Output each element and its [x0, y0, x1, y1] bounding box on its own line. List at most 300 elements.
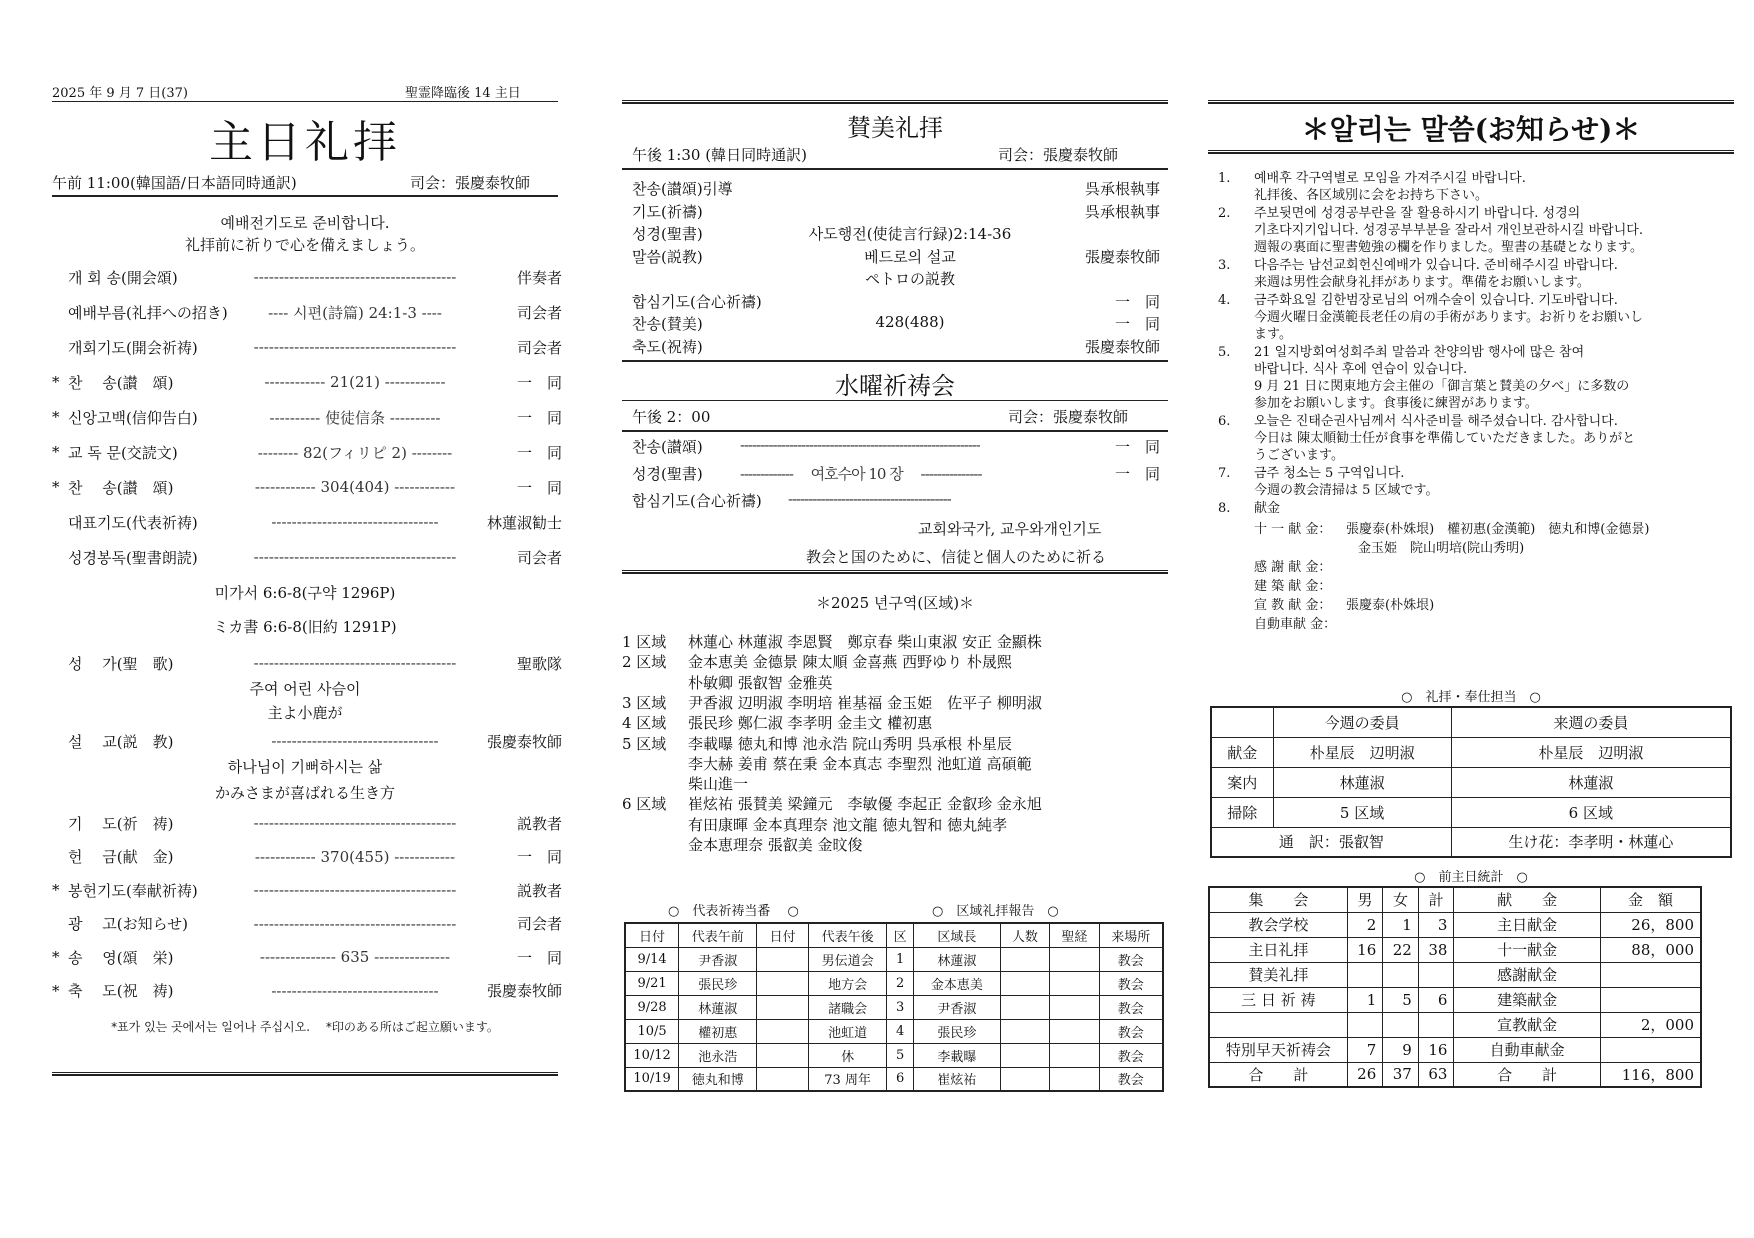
flowers-cell: 生け花：李孝明・林蓮心 — [1451, 827, 1731, 857]
duty-cell — [757, 995, 809, 1019]
duty-row — [625, 971, 1163, 995]
announcement-line: 礼拝後、各区域別に会をお持ち下さい。 — [1254, 188, 1489, 203]
duty-cell: 教会 — [1099, 971, 1163, 995]
order-item-name: 헌 금(献 金) — [68, 848, 174, 866]
offering-label: 十 一 献 金： — [1254, 522, 1332, 537]
duty-cell — [1000, 1043, 1049, 1067]
region-row — [622, 794, 1042, 814]
prayer-presider: 司会：張慶泰牧師 — [1008, 408, 1129, 426]
stat-cell — [1347, 962, 1383, 987]
announcement-body — [1254, 257, 1738, 291]
prep-ja: 礼拝前に祈りで心を備えましょう。 — [184, 236, 425, 254]
duty-header-cell: 区域長 — [914, 923, 1001, 947]
stat-header-cell: 女 — [1383, 887, 1419, 912]
announcement-line: 献金 — [1254, 501, 1281, 516]
stat-cell — [1347, 1012, 1383, 1037]
order-item-detail: ------------ 304(404) ------------ — [254, 478, 456, 496]
order-item-leader: 伴奏者 — [516, 268, 562, 287]
stat-cell: 26，800 — [1600, 912, 1701, 937]
order-item-detail: ---- 시편(詩篇) 24:1-3 ---- — [268, 303, 442, 322]
announcement-line: 오늘은 진태순권사님께서 식사준비를 해주셨습니다. 감사합니다. — [1254, 414, 1618, 429]
praise-title: 賛美礼拝 — [847, 114, 943, 142]
order-row — [52, 909, 562, 939]
service-footer-row — [1211, 827, 1731, 857]
duty-cell — [757, 1043, 809, 1067]
standing-mark: * — [52, 948, 60, 966]
stat-cell: 16 — [1347, 937, 1383, 962]
standing-footnote: *표가 있는 곳에서는 일어나 주십시오. *印のある所はご起立願います。 — [111, 1020, 499, 1034]
duty-cell: 徳丸和博 — [679, 1067, 757, 1091]
stat-cell: 建築献金 — [1454, 987, 1601, 1012]
order-item-leader: 司会者 — [516, 303, 562, 322]
region-members: 李載曝 徳丸和博 池永浩 院山秀明 呉承根 朴星辰 — [688, 734, 1012, 753]
duty-cell: 教会 — [1099, 1019, 1163, 1043]
announcement-body — [1254, 205, 1738, 256]
order-item-name: 축 도(祝 祷) — [68, 982, 174, 1000]
region-members: 李大赫 姜甫 蔡在秉 金本真志 李聖烈 池虹道 高碩範 — [688, 754, 1032, 773]
service-header-cell: 来週の委員 — [1451, 707, 1731, 737]
stat-cell: 主日献金 — [1454, 912, 1601, 937]
prayer-topic-ko: 교회와국가, 교우와개인기도 — [918, 520, 1102, 538]
order-item-detail: ---------------------------------------- — [253, 914, 457, 933]
stat-cell: 自動車献金 — [1454, 1037, 1601, 1062]
service-header-cell — [1211, 707, 1273, 737]
praise-item-leader: 呉承根執事 — [1084, 180, 1160, 198]
announcement-item — [1218, 205, 1738, 256]
stat-cell: 37 — [1383, 1062, 1419, 1087]
praise-item-detail: 428(488) — [875, 313, 945, 331]
stat-cell: 1 — [1347, 987, 1383, 1012]
offering-names: 金玉姫 院山明培(院山秀明) — [1358, 541, 1525, 556]
duty-cell: 3 — [887, 995, 914, 1019]
praise-item-detail: 베드로의 설교 — [864, 247, 956, 266]
region-row — [622, 754, 1032, 774]
order-row — [52, 367, 562, 397]
prayer-item-name: 찬송(讃頌) — [632, 438, 703, 456]
stat-row — [1209, 987, 1701, 1012]
service-cell: 5 区域 — [1273, 797, 1451, 827]
stat-table — [1208, 886, 1702, 1088]
stat-row — [1209, 1012, 1701, 1037]
prayer-item-detail: ----------------------------------------------------------- — [740, 436, 981, 454]
announcement-line: 来週は男性会献身礼拝があります。準備をお願いします。 — [1254, 275, 1590, 290]
region-name: 6 区域 — [622, 795, 667, 814]
announcement-line: 9 月 21 日に関東地方会主催の「御言葉と賛美の夕べ」に多数の — [1254, 379, 1630, 394]
prayer-rule — [622, 430, 1168, 432]
prayer-topic-ja: 教会と国のために、信徒と個人のために祈る — [806, 548, 1107, 566]
service-row — [1211, 797, 1731, 827]
duty-row — [625, 1043, 1163, 1067]
bulletin-date: 2025 年 9 月 7 日(37) — [52, 86, 188, 101]
order-item-leader: 説教者 — [516, 814, 562, 833]
order-row — [52, 875, 562, 905]
duty-cell: 9/28 — [625, 995, 679, 1019]
offering-label: 感 謝 献 金： — [1254, 560, 1332, 575]
order-item-detail: ---------------------------------------- — [253, 881, 457, 899]
praise-item-leader: 張慶泰牧師 — [1084, 247, 1160, 266]
stat-cell: 1 — [1383, 912, 1419, 937]
service-cell: 朴星辰 辺明淑 — [1273, 737, 1451, 767]
order-item-name: 개회기도(開会祈祷) — [68, 338, 198, 357]
title-rule — [52, 195, 558, 197]
duty-header-cell: 区 — [887, 923, 914, 947]
announcement-body — [1254, 344, 1738, 412]
announcement-item — [1218, 344, 1738, 412]
prep-ko: 예배전기도로 준비합니다. — [220, 214, 390, 232]
offering-names: 張慶泰(朴姝垠) 權初惠(金漢範) 徳丸和博(金德景) — [1346, 522, 1650, 537]
order-item-leader: 林蓮淑勧士 — [486, 513, 562, 532]
standing-mark: * — [52, 478, 60, 496]
announcement-line: 다음주는 남선교회헌신예배가 있습니다. 준비해주시길 바랍니다. — [1254, 258, 1618, 273]
stat-cell: 7 — [1347, 1037, 1383, 1062]
praise-item-name: 축도(祝祷) — [632, 337, 703, 356]
order-row — [52, 976, 562, 1006]
praise-item-leader: 呉承根執事 — [1084, 202, 1160, 221]
order-row — [52, 942, 562, 972]
duty-cell: 9/14 — [625, 947, 679, 971]
announcement-line: 今週火曜日金漢範長老任の肩の手術があります。お祈りをお願いし — [1254, 310, 1643, 325]
praise-item-detail: ペトロの説教 — [864, 270, 955, 288]
stat-cell: 十一献金 — [1454, 937, 1601, 962]
service-cell: 林蓮淑 — [1273, 767, 1451, 797]
prayer-item-detail: ---------------------------------------- — [788, 490, 951, 508]
order-item-name: 기 도(祈 祷) — [68, 814, 174, 833]
announcement-line: 예배후 각구역별로 모임을 가져주시길 바랍니다. — [1254, 171, 1526, 186]
announcement-number: 7. — [1218, 466, 1231, 481]
announcement-line: 주보뒷면에 성경공부란을 잘 활용하시기 바랍니다. 성경의 — [1254, 206, 1581, 221]
praise-item-name: 찬송(讃頌)引導 — [632, 180, 733, 198]
announcement-number: 4. — [1218, 293, 1231, 308]
offering-label: 宣 教 献 金： — [1254, 598, 1332, 613]
region-row — [622, 713, 932, 733]
duty-cell — [1000, 1067, 1049, 1091]
prayer-item-detail: ------------- 여호수아 10 장 --------------- — [740, 465, 982, 483]
duty-row — [625, 995, 1163, 1019]
announcement-line: 21 일지방회여성회주최 말씀과 찬양의밤 행사에 많은 참여 — [1254, 345, 1585, 360]
order-item-name: 광 고(お知らせ) — [68, 915, 189, 933]
duty-cell: 張民珍 — [679, 971, 757, 995]
praise-item-leader: 一 同 — [1114, 292, 1160, 311]
footer-rule — [52, 1072, 558, 1076]
prayer-item-name: 성경(聖書) — [632, 465, 703, 483]
stat-cell — [1383, 962, 1419, 987]
duty-row — [625, 1067, 1163, 1091]
stat-cell: 感謝献金 — [1454, 962, 1601, 987]
duty-cell — [1050, 995, 1099, 1019]
order-item-name: 찬 송(讃 頌) — [68, 373, 174, 392]
order-item-name: 설 교(説 教) — [68, 732, 174, 751]
order-item-detail: ------------ 21(21) ------------ — [264, 373, 446, 391]
stat-header-cell: 集 会 — [1209, 887, 1347, 912]
duty-header-cell: 日付 — [625, 923, 679, 947]
order-item-leader: 一 同 — [516, 408, 562, 427]
stat-cell: 63 — [1418, 1062, 1454, 1087]
announcement-number: 1. — [1218, 171, 1231, 186]
announcement-line: 금주 청소는 5 구역입니다. — [1254, 466, 1405, 481]
duty-cell — [1050, 1043, 1099, 1067]
order-item-detail: ---------- 使徒信条 ---------- — [269, 408, 441, 427]
stat-cell: 特別早天祈祷会 — [1209, 1037, 1347, 1062]
news-title: ＊알리는 말씀(お知らせ)＊ — [1301, 113, 1641, 146]
duty-header-cell: 来場所 — [1099, 923, 1163, 947]
stat-cell: 三 日 祈 祷 — [1209, 987, 1347, 1012]
news-top-rule — [1208, 100, 1734, 104]
order-item-name: 성 가(聖 歌) — [68, 654, 174, 673]
announcement-item — [1218, 465, 1738, 499]
order-row — [52, 437, 562, 467]
praise-bottom-rule — [622, 360, 1168, 362]
duty-cell: 休 — [808, 1043, 886, 1067]
region-row — [622, 632, 1042, 652]
region-name: 2 区域 — [622, 653, 667, 672]
praise-item-name: 기도(祈禱) — [632, 202, 703, 221]
order-item-name: 교 독 문(交読文) — [68, 443, 178, 462]
stat-cell: 主日礼拝 — [1209, 937, 1347, 962]
order-item-detail: --------------------------------- — [271, 513, 439, 531]
order-row-sermon — [52, 726, 562, 756]
stat-cell: 38 — [1418, 937, 1454, 962]
order-item-name: 개 회 송(開会頌) — [68, 268, 178, 287]
anthem-ko: 주여 어린 사슴이 — [249, 680, 361, 698]
region-title: ＊2025 년구역(区域)＊ — [815, 594, 975, 612]
service-cell: 朴星辰 辺明淑 — [1451, 737, 1731, 767]
order-item-leader: 一 同 — [516, 948, 562, 967]
stat-title: ○ 前主日統計 ○ — [1414, 870, 1528, 885]
stat-cell: 9 — [1383, 1037, 1419, 1062]
duty-table — [624, 922, 1164, 1092]
stat-header-cell: 男 — [1347, 887, 1383, 912]
stat-header-cell: 金 額 — [1600, 887, 1701, 912]
stat-cell — [1418, 1012, 1454, 1037]
duty-cell — [1000, 947, 1049, 971]
duty-header-cell: 聖経 — [1050, 923, 1099, 947]
duty-cell — [757, 1067, 809, 1091]
service-header-row — [1211, 707, 1731, 737]
duty-cell — [757, 947, 809, 971]
service-cell: 献金 — [1211, 737, 1273, 767]
duty-cell: 尹香淑 — [914, 995, 1001, 1019]
prayer-meeting-title: 水曜祈祷会 — [835, 372, 955, 400]
announcement-item — [1218, 292, 1738, 343]
stat-row — [1209, 912, 1701, 937]
order-item-detail: ---------------------------------------- — [253, 338, 457, 356]
duty-cell: 池虹道 — [808, 1019, 886, 1043]
duty-cell: 10/5 — [625, 1019, 679, 1043]
duty-cell: 10/19 — [625, 1067, 679, 1091]
order-item-detail: ---------------------------------------- — [253, 268, 457, 286]
order-item-detail: ---------------------------------------- — [253, 654, 457, 672]
announcement-number: 6. — [1218, 414, 1231, 429]
praise-item-name: 성경(聖書) — [632, 225, 703, 243]
order-item-detail: --------------- 635 --------------- — [259, 948, 451, 966]
order-row — [52, 507, 562, 537]
order-item-leader: 司会者 — [516, 338, 562, 357]
order-item-name: 찬 송(讃 頌) — [68, 478, 174, 497]
praise-item-name: 말씀(説教) — [632, 247, 703, 266]
offering-names: 張慶泰(朴姝垠) — [1346, 598, 1435, 613]
standing-mark: * — [52, 443, 60, 461]
order-row — [52, 332, 562, 362]
duty-cell: 教会 — [1099, 995, 1163, 1019]
duty-table-header — [625, 923, 1163, 947]
service-row — [1211, 767, 1731, 797]
announcement-line: うございます。 — [1254, 448, 1344, 463]
duty-cell: 9/21 — [625, 971, 679, 995]
announcement-body — [1254, 500, 1738, 517]
order-row — [52, 262, 562, 292]
page-title: 主日礼拝 — [209, 117, 401, 168]
praise-item-leader: 一 同 — [1114, 315, 1160, 333]
order-item-leader: 張慶泰牧師 — [486, 732, 562, 751]
region-row — [622, 774, 748, 794]
region-members: 有田康暉 金本真理奈 池文龍 徳丸智和 徳丸純孝 — [688, 815, 1008, 834]
liturgical-season: 聖霊降臨後 14 主日 — [405, 86, 521, 101]
announcement-number: 5. — [1218, 345, 1231, 360]
announcement-line: 금주화요일 김한범장로님의 어깨수술이 있습니다. 기도바랍니다. — [1254, 293, 1618, 308]
region-row — [622, 815, 1007, 835]
order-item-detail: --------------------------------- — [271, 732, 439, 750]
duty-cell: 2 — [887, 971, 914, 995]
region-members: 尹香淑 辺明淑 李明培 崔基福 金玉姫 佐平子 柳明淑 — [688, 693, 1042, 712]
duty-row — [625, 1019, 1163, 1043]
prayer-item-name: 합심기도(合心祈禱) — [632, 492, 762, 510]
order-item-name: 봉헌기도(奉献祈祷) — [68, 881, 198, 900]
region-members: 林蓮心 林蓮淑 李恩賢 鄭京春 柴山東淑 安正 金顯株 — [688, 633, 1042, 651]
order-item-leader: 一 同 — [516, 373, 562, 392]
duty-cell — [1050, 1067, 1099, 1091]
order-item-name: 예배부름(礼拝への招き) — [68, 303, 228, 322]
duty-cell: 金本恵美 — [914, 971, 1001, 995]
stat-row — [1209, 1037, 1701, 1062]
order-item-leader: 司会者 — [516, 548, 562, 567]
duty-cell: 6 — [887, 1067, 914, 1091]
region-members: 崔炫祐 張賛美 梁鐘元 李敏優 李起正 金叡珍 金永旭 — [688, 795, 1042, 814]
order-item-detail: ---------------------------------------- — [253, 548, 457, 566]
duty-cell: 男伝道会 — [808, 947, 886, 971]
order-item-detail: --------------------------------- — [271, 981, 439, 1000]
duty-header-cell: 日付 — [757, 923, 809, 947]
stat-row — [1209, 937, 1701, 962]
stat-cell: 6 — [1418, 987, 1454, 1012]
announcement-body — [1254, 292, 1738, 343]
duty-cell: 尹香淑 — [679, 947, 757, 971]
praise-rule — [622, 168, 1168, 170]
order-item-leader: 張慶泰牧師 — [486, 982, 562, 1000]
duty-cell: 諸職会 — [808, 995, 886, 1019]
stat-cell: 合 計 — [1454, 1062, 1601, 1087]
duty-cell — [1000, 995, 1049, 1019]
stat-cell: 教会学校 — [1209, 912, 1347, 937]
stat-cell: 26 — [1347, 1062, 1383, 1087]
order-item-leader: 説教者 — [516, 881, 562, 900]
stat-cell — [1418, 962, 1454, 987]
duty-cell — [1050, 947, 1099, 971]
service-duty-title: ○ 礼拝・奉仕担当 ○ — [1401, 690, 1541, 705]
duty-cell: 4 — [887, 1019, 914, 1043]
announcement-item — [1218, 257, 1738, 291]
order-item-name: 송 영(頌 栄) — [68, 948, 174, 967]
duty-cell — [1050, 1019, 1099, 1043]
announcement-line: ます。 — [1254, 327, 1292, 342]
order-item-name: 신앙고백(信仰告白) — [68, 408, 198, 427]
standing-mark: * — [52, 881, 60, 899]
announcement-line: 기초다지기입니다. 성경공부부분을 잘라서 개인보관하시길 바랍니다. — [1254, 223, 1643, 238]
order-item-leader: 司会者 — [516, 915, 562, 933]
sermon-title-ja: かみさまが喜ばれる生き方 — [214, 784, 395, 802]
duty-prayer-title: ○ 代表祈祷当番 ○ — [668, 904, 799, 919]
announcement-line: 参加をお願いします。食事後に練習があります。 — [1254, 396, 1538, 411]
stat-cell: 16 — [1418, 1037, 1454, 1062]
stat-cell: 5 — [1383, 987, 1419, 1012]
region-name: 5 区域 — [622, 734, 667, 753]
announcement-line: 今日は 陳太順勧士任が食事を準備していただきました。ありがと — [1254, 431, 1636, 446]
sermon-title-ko: 하나님이 기뻐하시는 삶 — [227, 758, 383, 776]
region-members: 朴敏卿 張叡智 金雅英 — [688, 673, 833, 692]
announcement-number: 2. — [1218, 206, 1231, 221]
scripture-ja: ミカ書 6:6-8(旧約 1291P) — [213, 618, 397, 636]
order-row — [52, 808, 562, 838]
duty-cell: 地方会 — [808, 971, 886, 995]
duty-cell: 林蓮淑 — [914, 947, 1001, 971]
prayer-bottom-rule — [622, 570, 1168, 574]
order-row — [52, 297, 562, 327]
praise-item-detail: 사도행전(使徒言行録)2:14-36 — [808, 225, 1012, 243]
stat-cell — [1209, 1012, 1347, 1037]
order-row — [52, 472, 562, 502]
praise-item-leader: 張慶泰牧師 — [1084, 337, 1160, 356]
scripture-ko: 미가서 6:6-8(구약 1296P) — [214, 584, 396, 602]
region-name: 4 区域 — [622, 714, 667, 733]
announcement-line: 바랍니다. 식사 후에 연습이 있습니다. — [1254, 362, 1468, 377]
news-title-rule — [1208, 150, 1734, 154]
stat-cell — [1383, 1012, 1419, 1037]
duty-cell — [1050, 971, 1099, 995]
order-item-name: 성경봉독(聖書朗読) — [68, 548, 198, 567]
region-name: 1 区域 — [622, 633, 667, 651]
order-item-leader: 聖歌隊 — [516, 654, 562, 673]
duty-cell — [757, 971, 809, 995]
region-members: 金本恵理奈 張叡美 金旼俊 — [688, 836, 863, 854]
stat-header-cell: 献 金 — [1454, 887, 1601, 912]
order-item-leader: 一 同 — [516, 478, 562, 497]
order-item-leader: 一 同 — [516, 848, 562, 866]
stat-row — [1209, 962, 1701, 987]
order-item-name: 대표기도(代表祈祷) — [68, 513, 198, 532]
stat-cell: 宣教献金 — [1454, 1012, 1601, 1037]
duty-cell — [1000, 1019, 1049, 1043]
stat-cell — [1600, 962, 1701, 987]
stat-cell — [1600, 1037, 1701, 1062]
order-row — [52, 402, 562, 432]
duty-cell: 李載曝 — [914, 1043, 1001, 1067]
stat-cell: 88，000 — [1600, 937, 1701, 962]
duty-cell: 張民珍 — [914, 1019, 1001, 1043]
duty-cell: 崔炫祐 — [914, 1067, 1001, 1091]
praise-item-name: 찬송(賛美) — [632, 315, 703, 333]
offering-label: 建 築 献 金： — [1254, 579, 1332, 594]
order-item-detail: ---------------------------------------- — [253, 814, 457, 832]
region-row — [622, 652, 1012, 672]
service-presider: 司会：張慶泰牧師 — [410, 174, 531, 192]
announcement-item — [1218, 500, 1738, 517]
order-item-detail: ------------ 370(455) ------------ — [254, 847, 456, 866]
announcement-line: 週報の裏面に聖書勉強の欄を作りました。聖書の基礎となります。 — [1254, 240, 1643, 255]
announcement-item — [1218, 170, 1738, 204]
standing-mark: * — [52, 408, 60, 426]
service-cell: 案内 — [1211, 767, 1273, 797]
standing-mark: * — [52, 981, 60, 1000]
service-time: 午前 11:00(韓国語/日本語同時通訳) — [52, 174, 297, 192]
